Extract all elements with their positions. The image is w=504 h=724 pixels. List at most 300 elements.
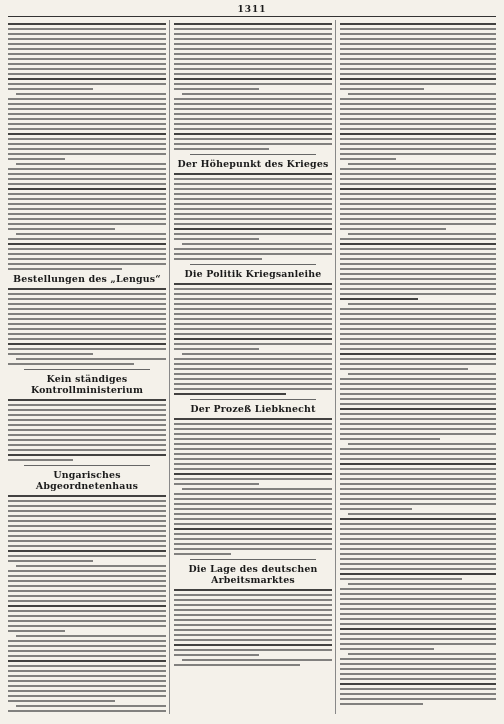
text-line	[8, 78, 166, 80]
text-line	[8, 313, 166, 315]
text-line	[340, 283, 496, 285]
text-line	[340, 53, 496, 55]
text-line	[174, 358, 332, 360]
article-headline: Die Politik Kriegsanleihe	[184, 269, 322, 280]
text-line	[340, 43, 496, 45]
text-line	[340, 298, 418, 300]
text-line	[8, 610, 166, 612]
text-line	[8, 495, 166, 497]
text-line	[174, 523, 332, 525]
text-line	[340, 308, 496, 310]
text-line	[340, 508, 412, 510]
text-line	[8, 570, 166, 572]
text-line	[8, 28, 166, 30]
text-line	[340, 468, 496, 470]
text-line	[174, 223, 332, 225]
text-line	[8, 308, 166, 310]
text-line	[340, 358, 496, 360]
text-line	[340, 608, 496, 610]
text-line	[340, 463, 496, 465]
text-line	[8, 675, 166, 677]
text-line	[174, 619, 332, 621]
text-line	[340, 428, 496, 430]
text-line	[8, 555, 166, 557]
text-line	[340, 473, 496, 475]
text-line	[340, 558, 496, 560]
text-line	[174, 73, 332, 75]
text-line	[8, 323, 166, 325]
text-line	[8, 575, 166, 577]
column-middle	[174, 20, 332, 714]
text-line	[340, 23, 496, 25]
text-line	[8, 615, 166, 617]
text-line	[340, 378, 496, 380]
text-line	[174, 63, 332, 65]
text-line	[174, 338, 332, 340]
text-line	[16, 705, 166, 707]
text-line	[340, 403, 496, 405]
text-line	[8, 333, 166, 335]
text-line	[174, 363, 332, 365]
article-headline: Bestellungen des „Lengus“	[13, 274, 161, 285]
text-line	[174, 463, 332, 465]
text-line	[340, 313, 496, 315]
text-line	[174, 318, 332, 320]
text-line	[8, 419, 166, 421]
text-line	[340, 73, 496, 75]
text-line	[174, 138, 332, 140]
text-line	[174, 128, 332, 130]
text-line	[8, 363, 134, 365]
text-line	[340, 623, 496, 625]
text-line	[8, 409, 166, 411]
text-line	[348, 163, 496, 165]
text-line	[174, 43, 332, 45]
text-line	[174, 599, 332, 601]
text-line	[340, 338, 496, 340]
text-line	[8, 288, 166, 290]
text-line	[8, 213, 166, 215]
text-line	[340, 68, 496, 70]
text-line	[174, 513, 332, 515]
text-line	[340, 248, 496, 250]
text-line	[340, 168, 496, 170]
text-line	[174, 328, 332, 330]
text-line	[348, 93, 496, 95]
text-line	[174, 118, 332, 120]
text-line	[8, 53, 166, 55]
column-divider	[169, 20, 170, 714]
text-line	[340, 438, 440, 440]
text-line	[174, 68, 332, 70]
text-line	[8, 203, 166, 205]
text-line	[182, 659, 332, 661]
text-line	[8, 580, 166, 582]
text-line	[340, 103, 496, 105]
text-line	[8, 298, 166, 300]
text-line	[8, 459, 73, 461]
text-line	[8, 83, 166, 85]
text-line	[340, 628, 496, 630]
text-line	[340, 328, 496, 330]
text-line	[340, 523, 496, 525]
text-line	[340, 88, 424, 90]
text-line	[8, 670, 166, 672]
text-line	[8, 520, 166, 522]
text-line	[340, 143, 496, 145]
text-line	[174, 378, 332, 380]
text-line	[8, 429, 166, 431]
text-line	[174, 388, 332, 390]
text-line	[8, 645, 166, 647]
text-line	[340, 58, 496, 60]
text-line	[340, 183, 496, 185]
text-line	[340, 113, 496, 115]
text-line	[340, 573, 496, 575]
text-line	[8, 183, 166, 185]
article-headline: Kein ständiges Kontrollministerium	[30, 374, 144, 396]
text-line	[8, 168, 166, 170]
text-line	[8, 545, 166, 547]
text-line	[8, 38, 166, 40]
section-rule	[190, 559, 316, 560]
text-line	[340, 393, 496, 395]
text-line	[348, 233, 496, 235]
text-line	[174, 208, 332, 210]
text-line	[174, 368, 332, 370]
article-text	[174, 589, 332, 666]
text-line	[348, 303, 496, 305]
text-line	[8, 73, 166, 75]
text-line	[8, 123, 166, 125]
text-line	[8, 605, 166, 607]
text-line	[16, 163, 166, 165]
text-line	[8, 43, 166, 45]
text-line	[340, 123, 496, 125]
text-line	[340, 33, 496, 35]
text-line	[174, 248, 332, 250]
text-line	[340, 433, 496, 435]
text-line	[340, 78, 496, 80]
text-line	[174, 293, 332, 295]
text-line	[8, 303, 166, 305]
text-line	[340, 423, 496, 425]
text-line	[8, 690, 166, 692]
text-line	[340, 593, 496, 595]
text-line	[174, 614, 332, 616]
text-line	[174, 428, 332, 430]
text-line	[340, 668, 496, 670]
text-line	[8, 530, 166, 532]
text-line	[8, 293, 166, 295]
column-divider	[335, 20, 336, 714]
text-line	[8, 505, 166, 507]
text-line	[348, 373, 496, 375]
text-line	[8, 685, 166, 687]
text-line	[174, 383, 332, 385]
text-line	[340, 63, 496, 65]
text-line	[8, 454, 166, 456]
text-line	[340, 198, 496, 200]
text-line	[8, 128, 166, 130]
text-line	[8, 268, 122, 270]
text-line	[174, 218, 332, 220]
text-line	[174, 228, 332, 230]
text-line	[8, 113, 166, 115]
text-line	[174, 78, 332, 80]
text-line	[8, 88, 93, 90]
text-line	[174, 288, 332, 290]
text-line	[340, 543, 496, 545]
text-line	[8, 258, 166, 260]
text-line	[174, 468, 332, 470]
article-text	[8, 288, 166, 365]
article-headline: Ungarisches Abgeordnetenhaus	[35, 470, 139, 492]
text-line	[174, 108, 332, 110]
text-line	[340, 663, 496, 665]
text-line	[174, 313, 332, 315]
text-line	[340, 278, 496, 280]
text-line	[8, 263, 166, 265]
text-line	[174, 493, 332, 495]
section-rule	[24, 369, 150, 370]
text-line	[8, 58, 166, 60]
text-line	[174, 203, 332, 205]
text-line	[8, 700, 115, 702]
text-line	[340, 418, 496, 420]
text-line	[174, 624, 332, 626]
text-line	[8, 138, 166, 140]
text-line	[174, 253, 332, 255]
text-line	[8, 404, 166, 406]
text-line	[174, 548, 332, 550]
text-line	[174, 238, 259, 240]
text-line	[8, 193, 166, 195]
text-line	[340, 688, 496, 690]
text-line	[174, 448, 332, 450]
text-line	[340, 263, 496, 265]
article-text	[8, 399, 166, 461]
text-line	[340, 388, 496, 390]
section-rule	[190, 399, 316, 400]
article-text	[8, 23, 166, 270]
text-line	[8, 118, 166, 120]
text-line	[174, 478, 332, 480]
text-line	[340, 218, 496, 220]
text-line	[8, 660, 166, 662]
article-text	[174, 283, 332, 395]
text-line	[8, 515, 166, 517]
text-line	[8, 500, 166, 502]
text-line	[8, 444, 166, 446]
text-line	[340, 413, 496, 415]
text-line	[174, 604, 332, 606]
text-line	[340, 118, 496, 120]
text-line	[174, 38, 332, 40]
text-line	[340, 498, 496, 500]
text-line	[340, 348, 496, 350]
text-line	[174, 418, 332, 420]
text-line	[16, 358, 166, 360]
text-line	[174, 503, 332, 505]
text-line	[8, 655, 166, 657]
text-line	[174, 183, 332, 185]
text-line	[174, 98, 332, 100]
text-line	[174, 343, 332, 345]
section-rule	[190, 154, 316, 155]
text-line	[8, 208, 166, 210]
text-line	[8, 158, 65, 160]
text-line	[174, 103, 332, 105]
text-line	[340, 458, 496, 460]
text-line	[340, 148, 496, 150]
text-line	[348, 583, 496, 585]
text-line	[340, 488, 496, 490]
text-line	[174, 133, 332, 135]
text-line	[174, 649, 332, 651]
text-line	[8, 33, 166, 35]
text-line	[340, 603, 496, 605]
text-line	[340, 353, 496, 355]
text-line	[174, 48, 332, 50]
text-line	[348, 513, 496, 515]
text-line	[8, 198, 166, 200]
text-line	[174, 664, 300, 666]
text-line	[8, 228, 115, 230]
text-line	[8, 535, 166, 537]
text-line	[348, 443, 496, 445]
text-line	[8, 595, 166, 597]
text-line	[340, 208, 496, 210]
text-line	[340, 598, 496, 600]
text-line	[340, 153, 496, 155]
text-line	[8, 650, 166, 652]
text-line	[8, 188, 166, 190]
text-line	[174, 308, 332, 310]
text-line	[340, 108, 496, 110]
text-line	[174, 53, 332, 55]
text-line	[16, 565, 166, 567]
text-line	[340, 658, 496, 660]
text-line	[8, 98, 166, 100]
text-line	[340, 48, 496, 50]
text-line	[8, 695, 166, 697]
text-line	[340, 533, 496, 535]
text-line	[340, 258, 496, 260]
article-headline: Die Lage des deutschen Arbeitsmarktes	[188, 564, 318, 586]
text-line	[174, 198, 332, 200]
text-line	[8, 103, 166, 105]
text-line	[340, 648, 434, 650]
text-line	[174, 283, 332, 285]
text-line	[8, 148, 166, 150]
text-line	[340, 133, 496, 135]
text-line	[174, 483, 259, 485]
text-line	[340, 383, 496, 385]
text-line	[174, 528, 332, 530]
text-line	[174, 644, 332, 646]
text-line	[174, 58, 332, 60]
text-line	[174, 609, 332, 611]
text-line	[174, 634, 332, 636]
text-line	[340, 243, 496, 245]
text-line	[174, 123, 332, 125]
text-line	[340, 683, 496, 685]
article-text	[174, 23, 332, 150]
text-line	[8, 439, 166, 441]
text-line	[340, 253, 496, 255]
text-line	[340, 398, 496, 400]
text-line	[340, 138, 496, 140]
text-line	[340, 448, 496, 450]
column-left	[8, 20, 166, 714]
text-line	[174, 143, 332, 145]
article-headline: Der Höhepunkt des Krieges	[177, 159, 329, 170]
text-line	[8, 600, 166, 602]
text-line	[340, 223, 496, 225]
text-line	[340, 193, 496, 195]
text-line	[8, 63, 166, 65]
text-line	[174, 303, 332, 305]
text-line	[340, 528, 496, 530]
text-line	[174, 298, 332, 300]
text-line	[340, 408, 496, 410]
text-line	[8, 434, 166, 436]
text-line	[340, 288, 496, 290]
text-line	[340, 453, 496, 455]
text-line	[340, 38, 496, 40]
text-line	[340, 173, 496, 175]
text-line	[340, 538, 496, 540]
text-line	[174, 639, 332, 641]
text-line	[174, 148, 269, 150]
text-line	[174, 113, 332, 115]
text-line	[16, 93, 166, 95]
text-line	[8, 223, 166, 225]
text-line	[174, 433, 332, 435]
text-line	[174, 473, 332, 475]
page-number: 1311	[237, 5, 267, 15]
text-line	[8, 348, 166, 350]
article-text	[174, 418, 332, 555]
text-line	[174, 88, 259, 90]
text-line	[340, 128, 496, 130]
text-line	[340, 553, 496, 555]
text-line	[174, 543, 332, 545]
text-line	[340, 673, 496, 675]
text-line	[340, 563, 496, 565]
text-line	[16, 233, 166, 235]
text-line	[340, 588, 496, 590]
text-line	[174, 258, 262, 260]
text-line	[174, 23, 332, 25]
text-line	[8, 449, 166, 451]
text-line	[348, 653, 496, 655]
text-line	[174, 508, 332, 510]
article-text	[174, 173, 332, 260]
text-line	[174, 589, 332, 591]
text-line	[174, 629, 332, 631]
text-line	[8, 640, 166, 642]
text-line	[8, 243, 166, 245]
text-line	[174, 188, 332, 190]
text-line	[340, 578, 462, 580]
text-line	[174, 323, 332, 325]
text-line	[340, 518, 496, 520]
text-line	[8, 173, 166, 175]
text-line	[8, 68, 166, 70]
text-line	[8, 560, 93, 562]
